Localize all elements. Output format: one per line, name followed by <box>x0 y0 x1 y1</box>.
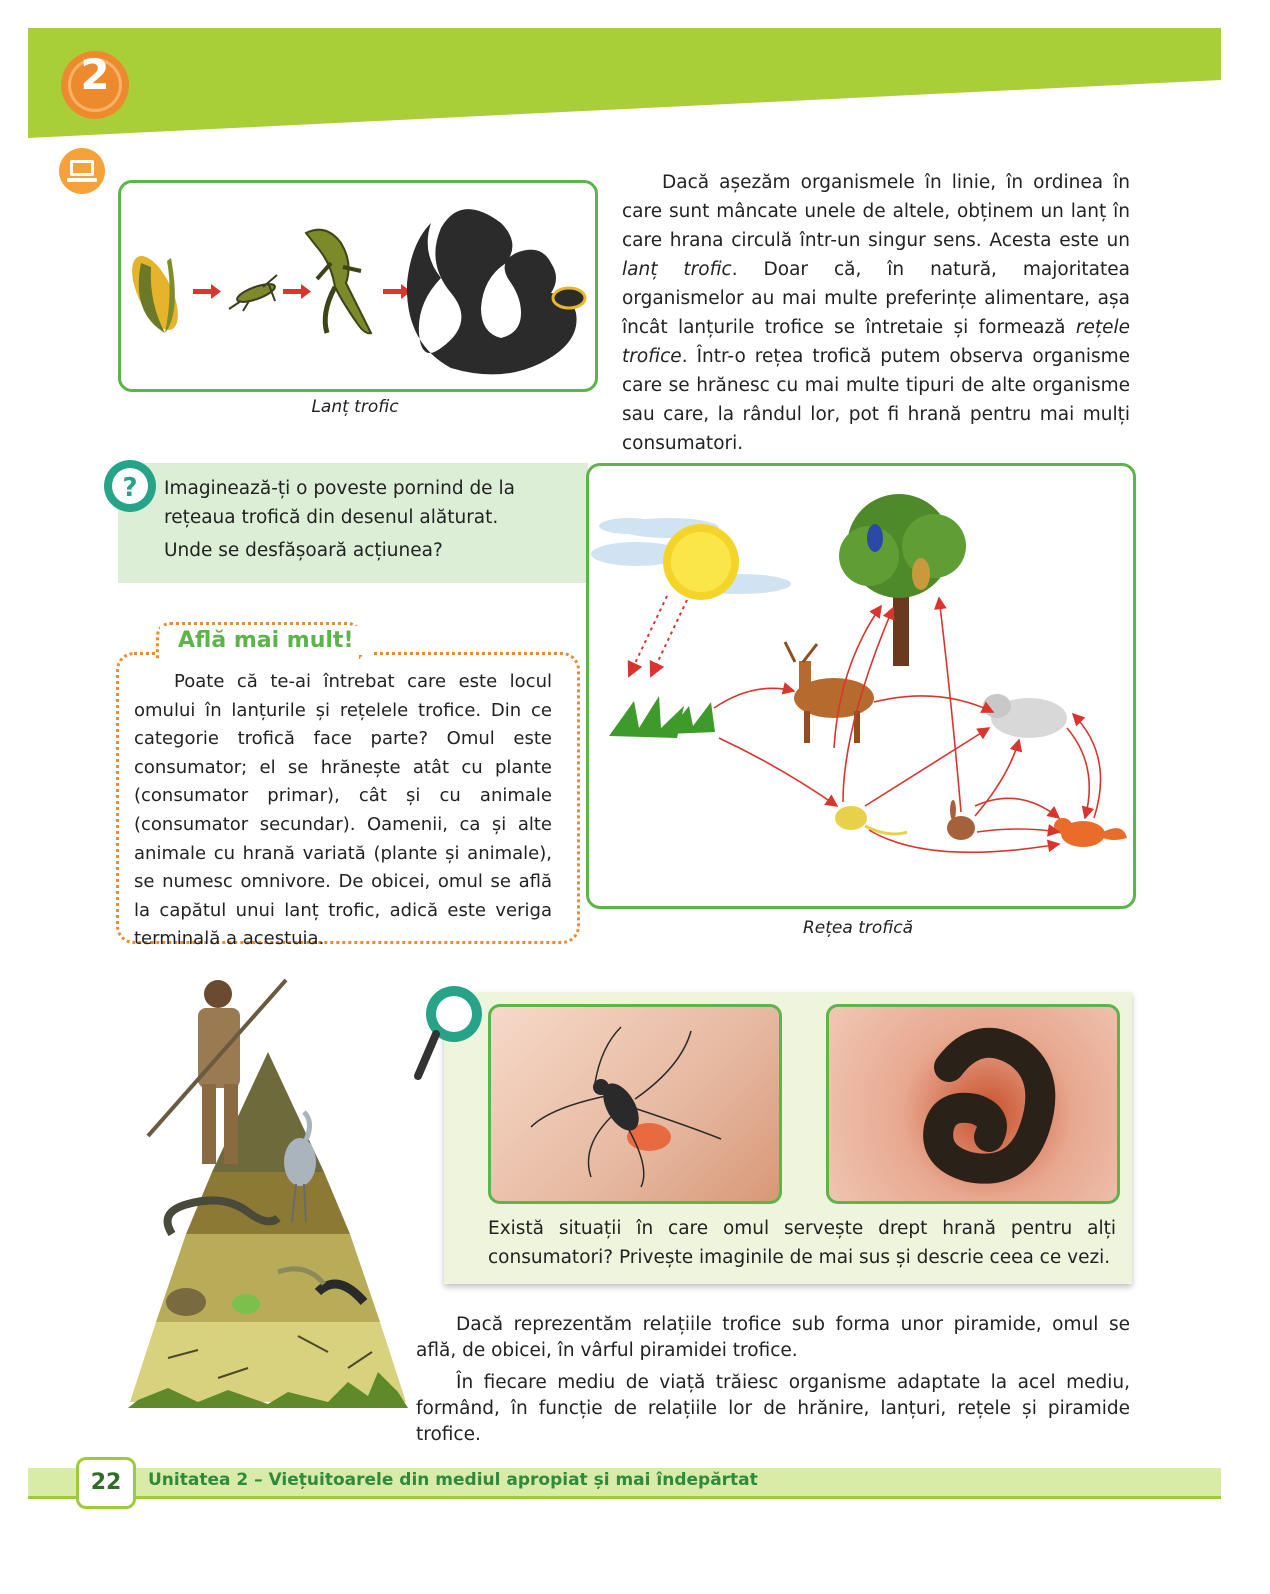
deer-icon <box>785 642 874 743</box>
snake-icon <box>407 209 585 374</box>
question-line-2: Unde se desfășoară acțiunea? <box>164 540 443 561</box>
food-web-illustration <box>589 466 1133 906</box>
owl-icon <box>912 558 930 590</box>
intro-paragraph <box>622 168 1130 458</box>
grasshopper-icon <box>229 275 277 311</box>
term-food-chain: lanț trofic <box>622 259 732 280</box>
food-chain-figure <box>118 180 598 392</box>
food-web-caption: Rețea trofică <box>802 918 914 938</box>
intro-text-2: . Doar că, în natură, majoritatea organismelor au mai multe preferințe alimentare, așa încât lanțurile trofice se întretaie și formează <box>622 259 1130 338</box>
svg-text:?: ? <box>122 473 138 503</box>
lizard-icon <box>306 230 371 334</box>
food-chain-caption: Lanț trofic <box>311 397 399 417</box>
question-line-1: Imaginează-ți o poveste pornind de la rețeaua trofică din desenul alăturat. <box>164 478 515 528</box>
question-icon <box>102 458 158 514</box>
leech-icon <box>829 1007 1117 1201</box>
leech-photo <box>826 1004 1120 1204</box>
toad-icon <box>166 1288 206 1316</box>
frog-icon <box>232 1294 260 1314</box>
food-web-figure <box>586 463 1136 909</box>
closing-paragraph-1: Dacă reprezentăm relațiile trofice sub forma unor piramide, omul se află, de obicei, în vârful piramidei trofice. <box>416 1314 1130 1361</box>
question-text <box>164 474 564 565</box>
trophic-pyramid <box>128 972 408 1432</box>
parrot-icon <box>867 524 883 552</box>
corn-icon <box>123 250 188 337</box>
term-food-webs: rețele trofice <box>622 317 1130 367</box>
computer-icon <box>58 147 106 195</box>
intro-text-3: . Într-o rețea trofică putem observa organisme care se hrănesc cu mai multe tipuri de alte organisme sau care, la rândul lor, pot fi hrană pentru mai mulți consumatori. <box>622 346 1130 454</box>
magnifier-icon <box>410 982 486 1086</box>
header-banner <box>28 28 1221 138</box>
tree-icon <box>839 494 966 666</box>
fox-icon <box>1054 818 1127 847</box>
learn-more-text: Poate că te-ai întrebat care este locul omului în lanțurile și rețelele trofice. Din ce categorie trofică face parte? Omul este consumator; el se hrănește atât cu plante (consumator primar), cât și cu animale (consumator secundar). Oamenii, ca și alte animale cu hrană variată (plante și animale), se numesc omnivore. De obicei, omul se află la capătul unui lanț trofic, adică este veriga terminală a acestuia. <box>134 671 552 950</box>
chapter-number: 2 <box>80 50 110 99</box>
grass-icon <box>609 696 715 738</box>
mosquito-icon <box>491 1007 779 1201</box>
unit-title: Unitatea 2 – Viețuitoarele din mediul apropiat și mai îndepărtat <box>148 1470 758 1490</box>
mouse-icon <box>835 806 907 834</box>
observation-text: Există situații în care omul servește drept hrană pentru alți consumatori? Privește imaginile de mai sus și descrie ceea ce vezi. <box>488 1218 1116 1268</box>
wolf-icon <box>983 694 1067 738</box>
sun-icon <box>663 524 739 600</box>
page-number: 22 <box>76 1457 136 1509</box>
mosquito-photo <box>488 1004 782 1204</box>
learn-more-title: Află mai mult! <box>160 626 371 655</box>
footer-line <box>28 1496 1221 1499</box>
closing-paragraph-2: În fiecare mediu de viață trăiesc organisme adaptate la acel mediu, formând, în funcție de relațiile lor de hrănire, lanțuri, rețele și piramide trofice. <box>416 1372 1130 1445</box>
intro-text-1: Dacă așezăm organismele în linie, în ordinea în care sunt mâncate unele de altele, obținem un lanț în care hrana circulă într-un singur sens. Acesta este un <box>622 172 1130 251</box>
food-chain-illustration <box>121 183 595 389</box>
